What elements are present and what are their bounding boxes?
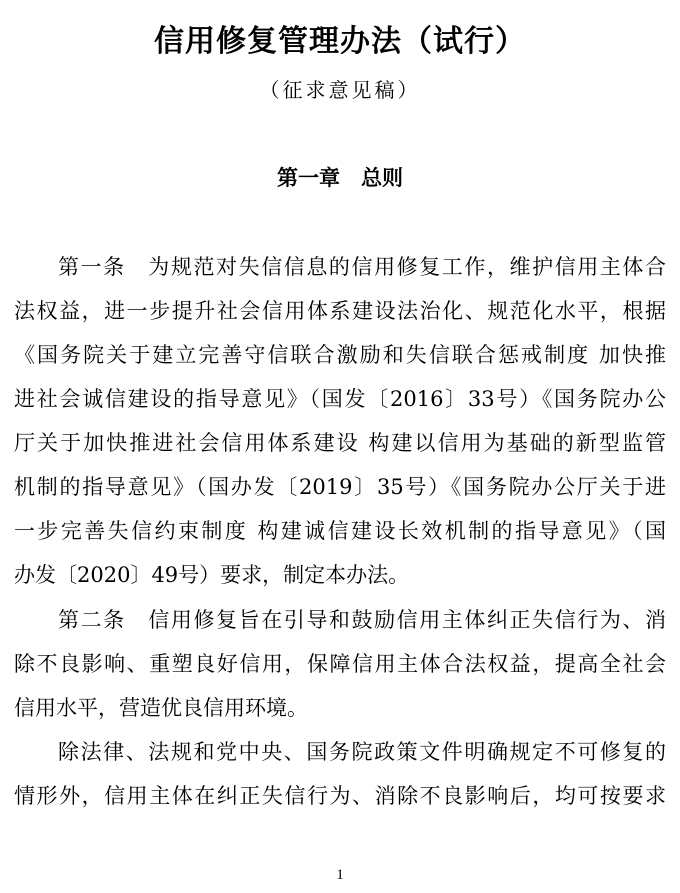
article-2-line-1: 第二条 信用修复旨在引导和鼓励信用主体纠正失信行为、消 xyxy=(58,608,666,632)
article-1-line-7: 一步完善失信约束制度 构建诚信建设长效机制的指导意见》（国 xyxy=(14,519,666,543)
article-2-line-3: 信用水平，营造优良信用环境。 xyxy=(14,696,308,720)
article-2-para-2-line-2: 情形外，信用主体在纠正失信行为、消除不良影响后，均可按要求 xyxy=(14,784,666,808)
article-1-line-5: 厅关于加快推进社会信用体系建设 构建以信用为基础的新型监管 xyxy=(14,431,666,455)
article-2-para-2-line-1: 除法律、法规和党中央、国务院政策文件明确规定不可修复的 xyxy=(58,740,666,764)
article-1-line-6: 机制的指导意见》（国办发〔2019〕35号）《国务院办公厅关于进 xyxy=(14,475,666,499)
article-2-line-2: 除不良影响、重塑良好信用，保障信用主体合法权益，提高全社会 xyxy=(14,652,666,676)
page-number: 1 xyxy=(336,867,344,883)
chapter-heading: 第一章 总则 xyxy=(277,166,403,190)
article-1-line-3: 《国务院关于建立完善守信联合激励和失信联合惩戒制度 加快推 xyxy=(14,343,666,367)
document-title: 信用修复管理办法（试行） xyxy=(154,24,526,59)
article-1-line-8: 办发〔2020〕49号）要求，制定本办法。 xyxy=(14,563,410,587)
article-1-line-1: 第一条 为规范对失信信息的信用修复工作，维护信用主体合 xyxy=(58,255,666,279)
article-1-line-4: 进社会诚信建设的指导意见》（国发〔2016〕33号）《国务院办公 xyxy=(14,387,666,411)
article-1-line-2: 法权益，进一步提升社会信用体系建设法治化、规范化水平，根据 xyxy=(14,299,666,323)
document-subtitle: （征求意见稿） xyxy=(259,78,421,102)
